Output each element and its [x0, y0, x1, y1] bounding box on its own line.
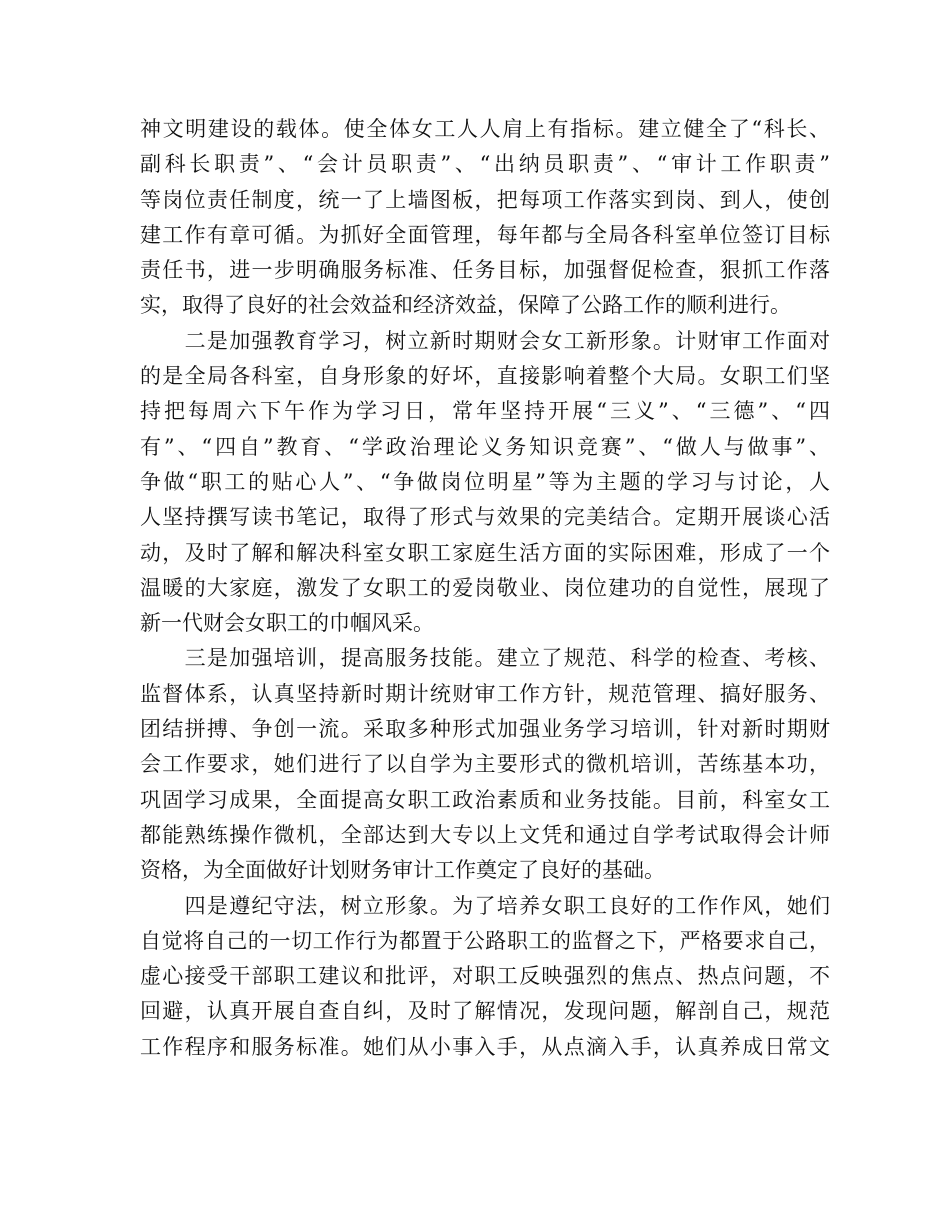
- text-line: 持把每周六下午作为学习日，常年坚持开展“三义”、“三德”、“四: [140, 399, 830, 424]
- text-line: 副科长职责”、“会计员职责”、“出纳员职责”、“审计工作职责”: [140, 152, 830, 177]
- text-line: 会工作要求，她们进行了以自学为主要形式的微机培训，苦练基本功，: [140, 752, 830, 777]
- text-line: 团结拼搏、争创一流。采取多种形式加强业务学习培训，针对新时期财: [140, 717, 830, 742]
- text-line: 回避，认真开展自查自纠，及时了解情况，发现问题，解剖自己，规范: [140, 999, 830, 1024]
- text-line: 实，取得了良好的社会效益和经济效益，保障了公路工作的顺利进行。: [140, 293, 791, 318]
- text-line: 责任书，进一步明确服务标准、任务目标，加强督促检查，狠抓工作落: [140, 258, 830, 283]
- text-line: 动，及时了解和解决科室女职工家庭生活方面的实际困难，形成了一个: [140, 540, 830, 565]
- text-line: 自觉将自己的一切工作行为都置于公路职工的监督之下，严格要求自己，: [140, 928, 830, 953]
- text-line: 都能熟练操作微机，全部达到大专以上文凭和通过自学考试取得会计师: [140, 822, 830, 847]
- text-line: 监督体系，认真坚持新时期计统财审工作方针，规范管理、搞好服务、: [140, 681, 830, 706]
- text-line: 神文明建设的载体。使全体女工人人肩上有指标。建立健全了“科长、: [140, 117, 830, 141]
- text-line: 三是加强培训，提高服务技能。建立了规范、科学的检查、考核、: [140, 646, 830, 671]
- text-line: 温暖的大家庭，激发了女职工的爱岗敬业、岗位建功的自觉性，展现了: [140, 575, 830, 600]
- text-line: 新一代财会女职工的巾帼风采。: [140, 611, 434, 636]
- text-line: 有”、“四自”教育、“学政治理论义务知识竞赛”、“做人与做事”、: [140, 434, 830, 459]
- text-line: 建工作有章可循。为抓好全面管理，每年都与全局各科室单位签订目标: [140, 222, 830, 247]
- text-line: 的是全局各科室，自身形象的好坏，直接影响着整个大局。女职工们坚: [140, 364, 830, 389]
- text-line: 四是遵纪守法，树立形象。为了培养女职工良好的工作作风，她们: [140, 893, 830, 918]
- body-text: [140, 112, 830, 1065]
- text-line: 巩固学习成果，全面提高女职工政治素质和业务技能。目前，科室女工: [140, 787, 830, 812]
- text-line: 等岗位责任制度，统一了上墙图板，把每项工作落实到岗、到人，使创: [140, 187, 830, 212]
- text-line: 虚心接受干部职工建议和批评，对职工反映强烈的焦点、热点问题，不: [140, 964, 830, 989]
- text-line: 争做“职工的贴心人”、“争做岗位明星”等为主题的学习与讨论，人: [140, 469, 830, 494]
- text-line: 工作程序和服务标准。她们从小事入手，从点滴入手，认真养成日常文: [140, 1034, 830, 1059]
- text-line: 资格，为全面做好计划财务审计工作奠定了良好的基础。: [140, 858, 665, 883]
- text-line: 二是加强教育学习，树立新时期财会女工新形象。计财审工作面对: [140, 328, 830, 353]
- text-line: 人坚持撰写读书笔记，取得了形式与效果的完美结合。定期开展谈心活: [140, 505, 830, 530]
